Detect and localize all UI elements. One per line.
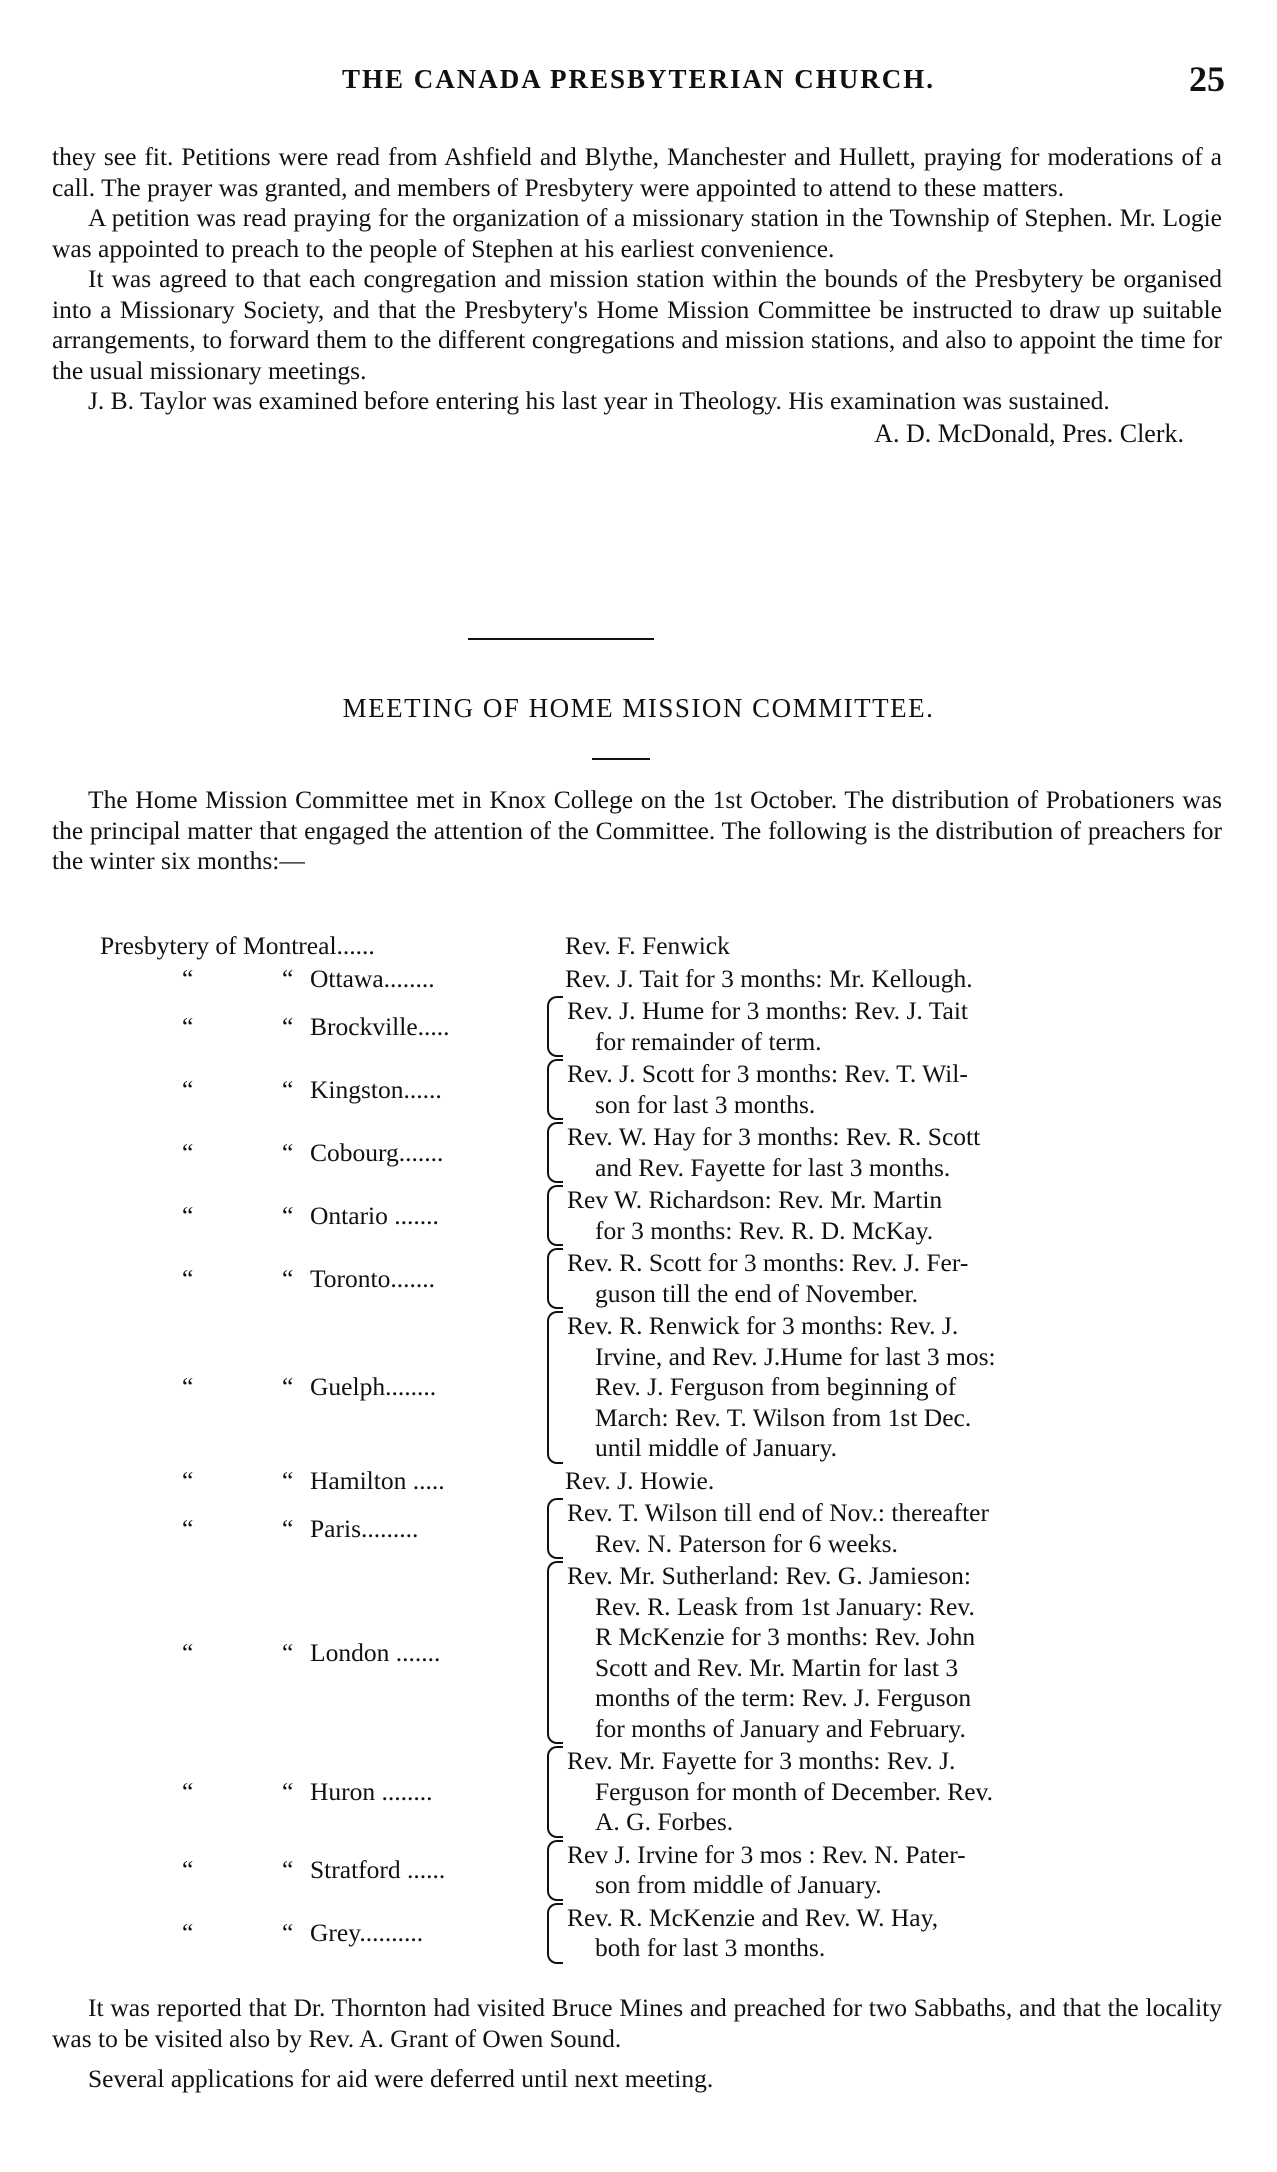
ditto-mark: “ [282, 1137, 294, 1167]
distribution-row [100, 1466, 1220, 1497]
preacher-line: Irvine, and Rev. J.Hume for last 3 mos: [595, 1341, 996, 1371]
committee-intro [52, 785, 1222, 877]
ditto-mark: “ [282, 1074, 294, 1104]
ditto-mark: “ [182, 1637, 194, 1667]
ditto-mark: “ [282, 1637, 294, 1667]
brace [547, 1903, 563, 1964]
preacher-assignment [567, 1561, 1220, 1744]
ditto-mark: “ [282, 1200, 294, 1230]
preacher-line: guson till the end of November. [595, 1278, 918, 1308]
preacher-assignment [567, 1746, 1220, 1838]
presbytery-name [100, 1855, 545, 1885]
running-title: THE CANADA PRESBYTERIAN CHURCH. [341, 64, 936, 94]
preacher-line: and Rev. Fayette for last 3 months. [595, 1152, 951, 1182]
title-rule [592, 758, 650, 760]
preacher-line: son for last 3 months. [595, 1089, 816, 1119]
preacher-line: for months of January and February. [595, 1713, 966, 1743]
preacher-line: Rev. F. Fenwick [565, 931, 730, 960]
preacher-assignment [567, 1498, 1220, 1559]
presbytery-label: Guelph........ [310, 1372, 437, 1402]
presbytery-name [100, 1138, 545, 1168]
distribution-row [100, 1311, 1220, 1464]
ditto-mark: “ [182, 1465, 194, 1495]
preacher-line: Rev. R. Renwick for 3 months: Rev. J. [567, 1311, 959, 1340]
preacher-line: Rev. J. Scott for 3 months: Rev. T. Wil- [567, 1059, 968, 1088]
distribution-list [100, 931, 1220, 1966]
preacher-line: A. G. Forbes. [595, 1807, 734, 1836]
ditto-mark: “ [182, 1263, 194, 1293]
distribution-row [100, 964, 1220, 995]
distribution-row [100, 1903, 1220, 1964]
brace [547, 1122, 563, 1183]
ditto-mark: “ [282, 1918, 294, 1947]
ditto-mark: “ [182, 1776, 194, 1806]
preacher-line: both for last 3 months. [595, 1933, 826, 1962]
distribution-row [100, 1059, 1220, 1120]
paragraph: It was reported that Dr. Thornton had visited Bruce Mines and preached for two Sabbaths, and that the locality was to be visited also by Rev. A. Grant of Owen Sound. [52, 1993, 1222, 2053]
preacher-line: Rev. W. Hay for 3 months: Rev. R. Scott [567, 1122, 981, 1151]
preacher-assignment [567, 1122, 1220, 1183]
paragraph: J. B. Taylor was examined before entering his last year in Theology. His examination was sustained. [88, 386, 1110, 415]
ditto-mark: “ [282, 963, 294, 993]
ditto-mark: “ [282, 1855, 294, 1884]
presbytery-name [100, 1372, 545, 1402]
presbytery-name [100, 964, 545, 994]
presbytery-label: Toronto....... [310, 1263, 435, 1293]
preacher-line: Rev W. Richardson: Rev. Mr. Martin [567, 1185, 943, 1214]
presbytery-label: London ....... [310, 1637, 441, 1667]
brace [547, 1746, 563, 1838]
preacher-assignment [565, 931, 1220, 962]
presbytery-name [100, 1012, 545, 1042]
preacher-line: March: Rev. T. Wilson from 1st Dec. [595, 1402, 972, 1432]
preacher-assignment [567, 996, 1220, 1057]
brace [547, 1185, 563, 1246]
presbytery-name [100, 1514, 545, 1544]
preacher-line: Rev. R. Scott for 3 months: Rev. J. Fer- [567, 1248, 969, 1277]
presbytery-name [100, 1075, 545, 1105]
intro-paragraph: The Home Mission Committee met in Knox College on the 1st October. The distribution of Probationers was the principal matter that engaged the attention of the Committee. The following is the distribution of preachers for the winter six months:— [52, 785, 1222, 875]
brace [547, 1498, 563, 1559]
preacher-line: Rev. Mr. Sutherland: Rev. G. Jamieson: [567, 1561, 971, 1590]
brace [547, 1059, 563, 1120]
preacher-line: Scott and Rev. Mr. Martin for last 3 [595, 1652, 959, 1682]
presbytery-label: Presbytery of Montreal...... [100, 931, 375, 961]
preacher-line: Rev. J. Ferguson from beginning of [595, 1372, 957, 1401]
preacher-line: Rev. J. Tait for 3 months: Mr. Kellough. [565, 963, 973, 993]
preacher-assignment [567, 1903, 1220, 1964]
presbytery-label: Huron ........ [310, 1776, 433, 1806]
preacher-line: Rev J. Irvine for 3 mos : Rev. N. Pater- [567, 1839, 966, 1869]
presbytery-label: Hamilton ..... [310, 1465, 445, 1495]
preacher-line: Rev. R. McKenzie and Rev. W. Hay, [567, 1902, 939, 1932]
ditto-mark: “ [182, 1918, 194, 1947]
preacher-line: Rev. R. Leask from 1st January: Rev. [595, 1591, 975, 1621]
ditto-mark: “ [282, 1011, 294, 1041]
presbytery-label: Brockville..... [310, 1011, 450, 1041]
presbytery-label: Grey.......... [310, 1918, 424, 1947]
ditto-mark: “ [182, 1200, 194, 1230]
paragraph: Several applications for aid were deferred until next meeting. [88, 2064, 714, 2093]
presbytery-name [100, 1638, 545, 1668]
distribution-row [100, 1746, 1220, 1838]
brace [547, 996, 563, 1057]
presbytery-label: Ontario ....... [310, 1200, 439, 1230]
preacher-line: R McKenzie for 3 months: Rev. John [595, 1622, 976, 1651]
presbytery-name [100, 1201, 545, 1231]
presbytery-name [100, 1777, 545, 1807]
closing-text [52, 1993, 1222, 2095]
distribution-row [100, 1561, 1220, 1744]
preacher-assignment [567, 1840, 1220, 1901]
preacher-line: for 3 months: Rev. R. D. McKay. [595, 1215, 934, 1245]
brace [547, 964, 561, 995]
brace [547, 1248, 563, 1309]
preacher-line: son from middle of January. [595, 1870, 882, 1899]
ditto-mark: “ [182, 963, 194, 993]
ditto-mark: “ [182, 1513, 194, 1543]
ditto-mark: “ [182, 1137, 194, 1167]
page-number: 25 [1189, 59, 1225, 99]
presbytery-name [100, 1264, 545, 1294]
distribution-row [100, 1498, 1220, 1559]
ditto-mark: “ [182, 1372, 194, 1402]
ditto-mark: “ [282, 1263, 294, 1293]
distribution-row [100, 1122, 1220, 1183]
presbytery-name [100, 931, 545, 961]
preacher-assignment [567, 1311, 1220, 1464]
preacher-assignment [567, 1248, 1220, 1309]
brace [547, 1561, 563, 1744]
ditto-mark: “ [282, 1776, 294, 1806]
distribution-row [100, 931, 1220, 962]
running-head [0, 58, 1277, 108]
preacher-line: Rev. J. Hume for 3 months: Rev. J. Tait [567, 996, 968, 1025]
presbytery-label: Paris......... [310, 1513, 419, 1543]
paragraph: they see fit. Petitions were read from Ashfield and Blythe, Manchester and Hullett, praying for moderations of a call. The prayer was granted, and members of Presbytery were appointed to attend to these matters. [52, 142, 1222, 202]
preacher-line: Ferguson for month of December. Rev. [595, 1776, 994, 1806]
preacher-line: Rev. N. Paterson for 6 weeks. [595, 1528, 898, 1558]
preacher-line: months of the term: Rev. J. Ferguson [595, 1683, 972, 1712]
paragraph: It was agreed to that each congregation and mission station within the bounds of the Presbytery be organised into a Missionary Society, and that the Presbytery's Home Mission Committee be instructed to draw up suitable arrangements, to forward them to the different congregations and mission stations, and also to appoint the time for the usual missionary meetings. [52, 264, 1222, 385]
preacher-assignment [565, 964, 1220, 995]
preacher-line: Rev. Mr. Fayette for 3 months: Rev. J. [567, 1746, 956, 1775]
ditto-mark: “ [282, 1465, 294, 1495]
ditto-mark: “ [182, 1011, 194, 1041]
paragraph: A petition was read praying for the organization of a missionary station in the Township of Stephen. Mr. Logie was appointed to preach to the people of Stephen at his earliest convenience. [52, 203, 1222, 263]
preacher-line: until middle of January. [595, 1433, 837, 1462]
presbytery-label: Cobourg....... [310, 1137, 444, 1167]
distribution-row [100, 1185, 1220, 1246]
ditto-mark: “ [182, 1074, 194, 1104]
section-divider [468, 638, 654, 640]
signature: A. D. McDonald, Pres. Clerk. [874, 418, 1184, 448]
ditto-mark: “ [282, 1372, 294, 1402]
brace [547, 1466, 561, 1497]
section-title: MEETING OF HOME MISSION COMMITTEE. [342, 693, 935, 723]
preacher-assignment [565, 1466, 1220, 1497]
brace [547, 1311, 563, 1464]
preacher-assignment [567, 1059, 1220, 1120]
presbytery-label: Stratford ...... [310, 1855, 446, 1884]
presbytery-name [100, 1918, 545, 1948]
ditto-mark: “ [282, 1513, 294, 1543]
brace [547, 931, 561, 962]
ditto-mark: “ [182, 1855, 194, 1884]
preacher-line: Rev. J. Howie. [565, 1465, 715, 1495]
preacher-line: for remainder of term. [595, 1026, 822, 1056]
brace [547, 1840, 563, 1901]
presbytery-name [100, 1466, 545, 1496]
preacher-line: Rev. T. Wilson till end of Nov.: thereafter [567, 1498, 989, 1527]
distribution-row [100, 996, 1220, 1057]
presbytery-minutes [52, 142, 1222, 449]
distribution-row [100, 1248, 1220, 1309]
preacher-assignment [567, 1185, 1220, 1246]
presbytery-label: Ottawa........ [310, 963, 435, 993]
presbytery-label: Kingston...... [310, 1074, 442, 1104]
distribution-row [100, 1840, 1220, 1901]
